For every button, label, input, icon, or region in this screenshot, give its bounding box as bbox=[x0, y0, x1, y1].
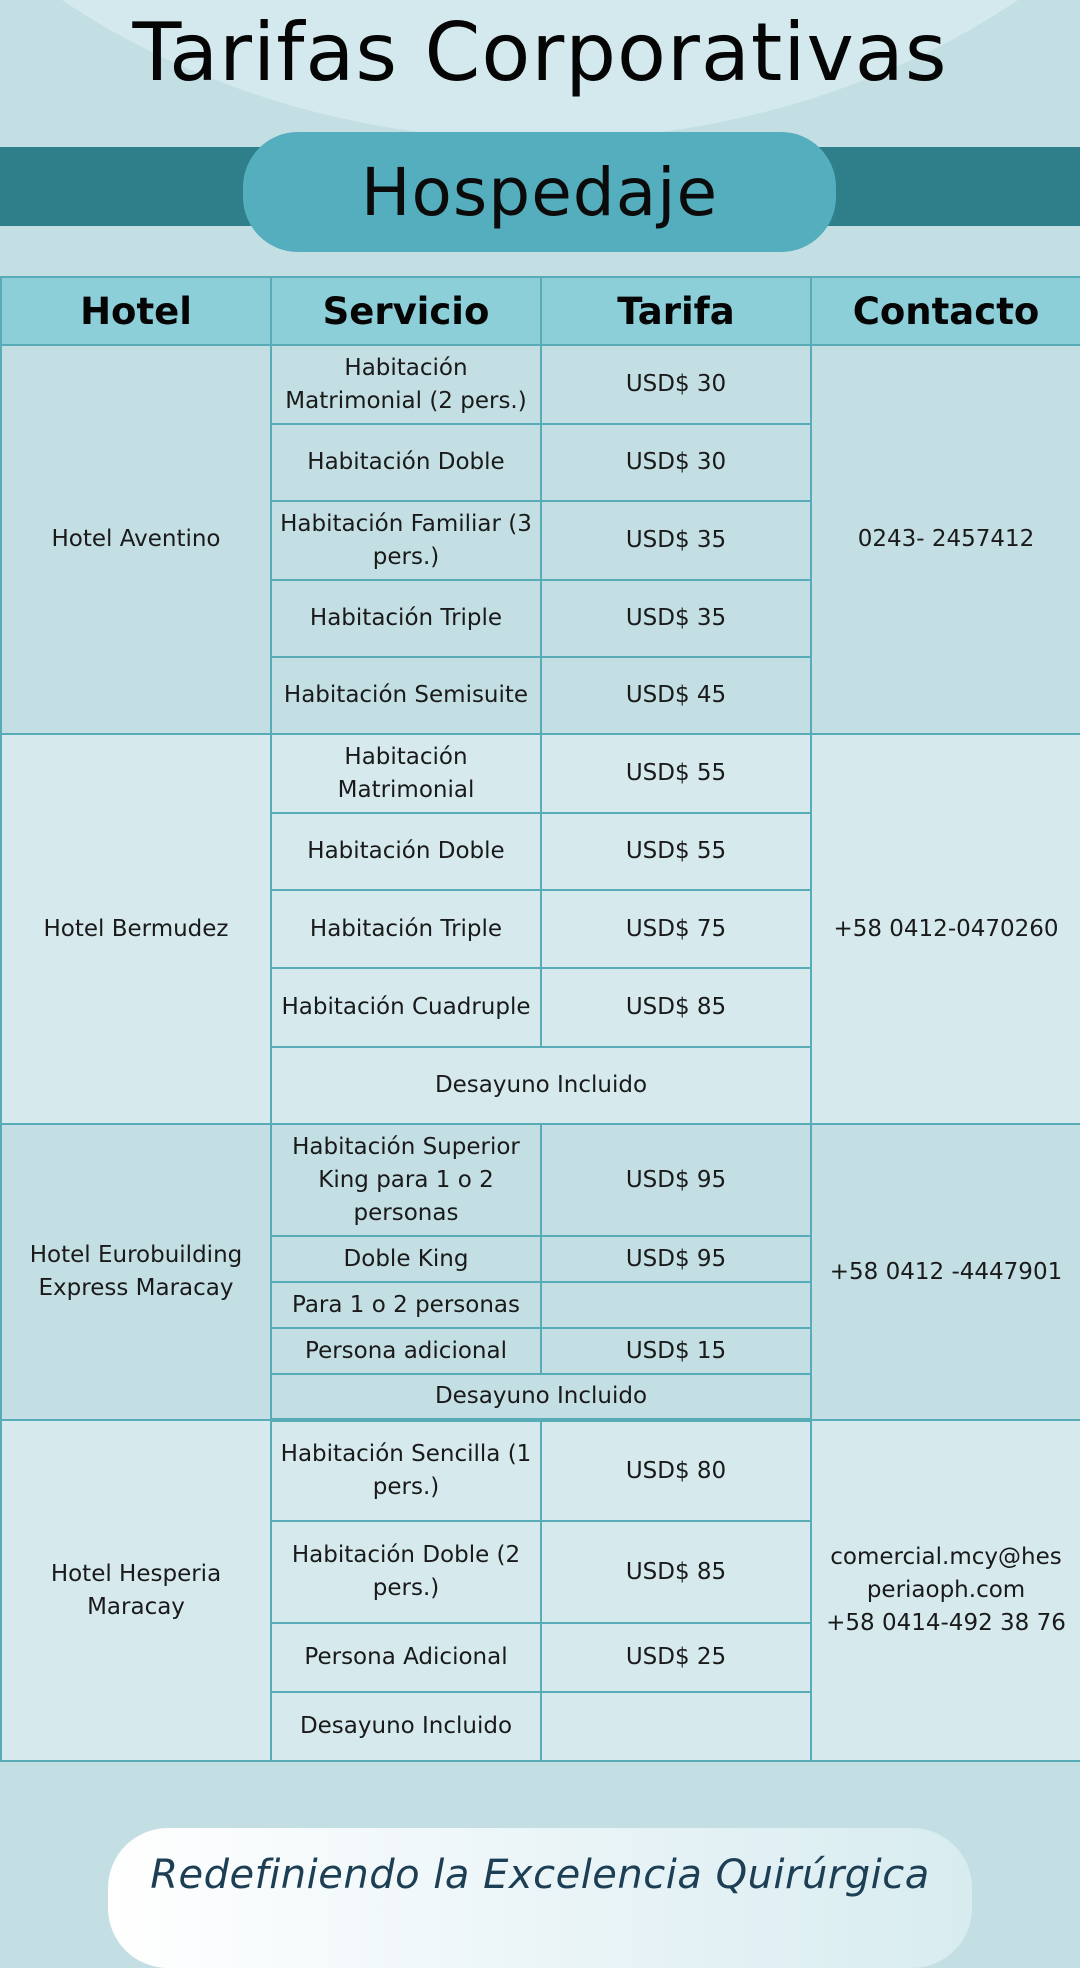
rate-cell: USD$ 15 bbox=[541, 1328, 811, 1374]
hotel-name: Hotel Eurobuilding Express Maracay bbox=[1, 1124, 271, 1420]
rate-cell: USD$ 95 bbox=[541, 1236, 811, 1282]
hotel-group-eurobuilding bbox=[1, 1124, 1080, 1420]
service-cell: Persona Adicional bbox=[271, 1623, 541, 1692]
hotel-name: Hotel Aventino bbox=[1, 345, 271, 734]
service-cell: Habitación Doble (2 pers.) bbox=[271, 1521, 541, 1623]
note-cell: Desayuno Incluido bbox=[271, 1047, 811, 1124]
rate-cell: USD$ 30 bbox=[541, 424, 811, 501]
hotel-group-bermudez bbox=[1, 734, 1080, 1124]
rate-cell: USD$ 75 bbox=[541, 890, 811, 968]
page-title: Tarifas Corporativas bbox=[132, 6, 948, 99]
service-cell: Habitación Doble bbox=[271, 813, 541, 890]
service-cell: Habitación Semisuite bbox=[271, 657, 541, 734]
rate-cell: USD$ 45 bbox=[541, 657, 811, 734]
footer-banner bbox=[108, 1828, 972, 1968]
rate-cell bbox=[541, 1692, 811, 1761]
rate-cell: USD$ 85 bbox=[541, 1521, 811, 1623]
rate-cell: USD$ 85 bbox=[541, 968, 811, 1047]
service-cell: Desayuno Incluido bbox=[271, 1692, 541, 1761]
service-cell: Habitación Sencilla (1 pers.) bbox=[271, 1420, 541, 1521]
rate-cell: USD$ 95 bbox=[541, 1124, 811, 1236]
subtitle-pill bbox=[243, 132, 836, 252]
contact-cell: +58 0412 -4447901 bbox=[811, 1124, 1080, 1420]
service-cell: Habitación Superior King para 1 o 2 personas bbox=[271, 1124, 541, 1236]
rate-cell: USD$ 35 bbox=[541, 580, 811, 657]
rate-cell bbox=[541, 1282, 811, 1328]
note-cell: Desayuno Incluido bbox=[271, 1374, 811, 1420]
service-cell: Habitación Doble bbox=[271, 424, 541, 501]
hotel-group-hesperia bbox=[1, 1420, 1080, 1761]
service-cell: Persona adicional bbox=[271, 1328, 541, 1374]
table-row bbox=[1, 1124, 1080, 1236]
hotel-name: Hotel Bermudez bbox=[1, 734, 271, 1124]
service-cell: Habitación Triple bbox=[271, 890, 541, 968]
service-cell: Habitación Triple bbox=[271, 580, 541, 657]
service-cell: Habitación Matrimonial bbox=[271, 734, 541, 813]
column-header-contacto: Contacto bbox=[811, 277, 1080, 345]
hotel-name: Hotel Hesperia Maracay bbox=[1, 1420, 271, 1761]
hotel-group-aventino bbox=[1, 345, 1080, 734]
contact-email[interactable]: comercial.mcy@hesperiaoph.com bbox=[830, 1544, 1062, 1603]
rate-cell: USD$ 30 bbox=[541, 345, 811, 424]
rate-cell: USD$ 25 bbox=[541, 1623, 811, 1692]
rate-cell: USD$ 35 bbox=[541, 501, 811, 580]
column-header-hotel: Hotel bbox=[1, 277, 271, 345]
contact-cell: 0243- 2457412 bbox=[811, 345, 1080, 734]
service-cell: Habitación Familiar (3 pers.) bbox=[271, 501, 541, 580]
table-header-row bbox=[1, 277, 1080, 345]
rates-table bbox=[0, 276, 1080, 1762]
table-row bbox=[1, 345, 1080, 424]
column-header-tarifa: Tarifa bbox=[541, 277, 811, 345]
subtitle-text: Hospedaje bbox=[360, 153, 719, 231]
contact-cell: +58 0412-0470260 bbox=[811, 734, 1080, 1124]
column-header-servicio: Servicio bbox=[271, 277, 541, 345]
contact-phone: +58 0414-492 38 76 bbox=[826, 1610, 1066, 1636]
service-cell: Habitación Matrimonial (2 pers.) bbox=[271, 345, 541, 424]
rate-cell: USD$ 55 bbox=[541, 813, 811, 890]
service-cell: Para 1 o 2 personas bbox=[271, 1282, 541, 1328]
rate-cell: USD$ 55 bbox=[541, 734, 811, 813]
table-row bbox=[1, 734, 1080, 813]
footer-tagline: Redefiniendo la Excelencia Quirúrgica bbox=[150, 1852, 930, 1898]
table-row bbox=[1, 1420, 1080, 1521]
contact-cell bbox=[811, 1420, 1080, 1761]
rate-cell: USD$ 80 bbox=[541, 1420, 811, 1521]
service-cell: Doble King bbox=[271, 1236, 541, 1282]
service-cell: Habitación Cuadruple bbox=[271, 968, 541, 1047]
